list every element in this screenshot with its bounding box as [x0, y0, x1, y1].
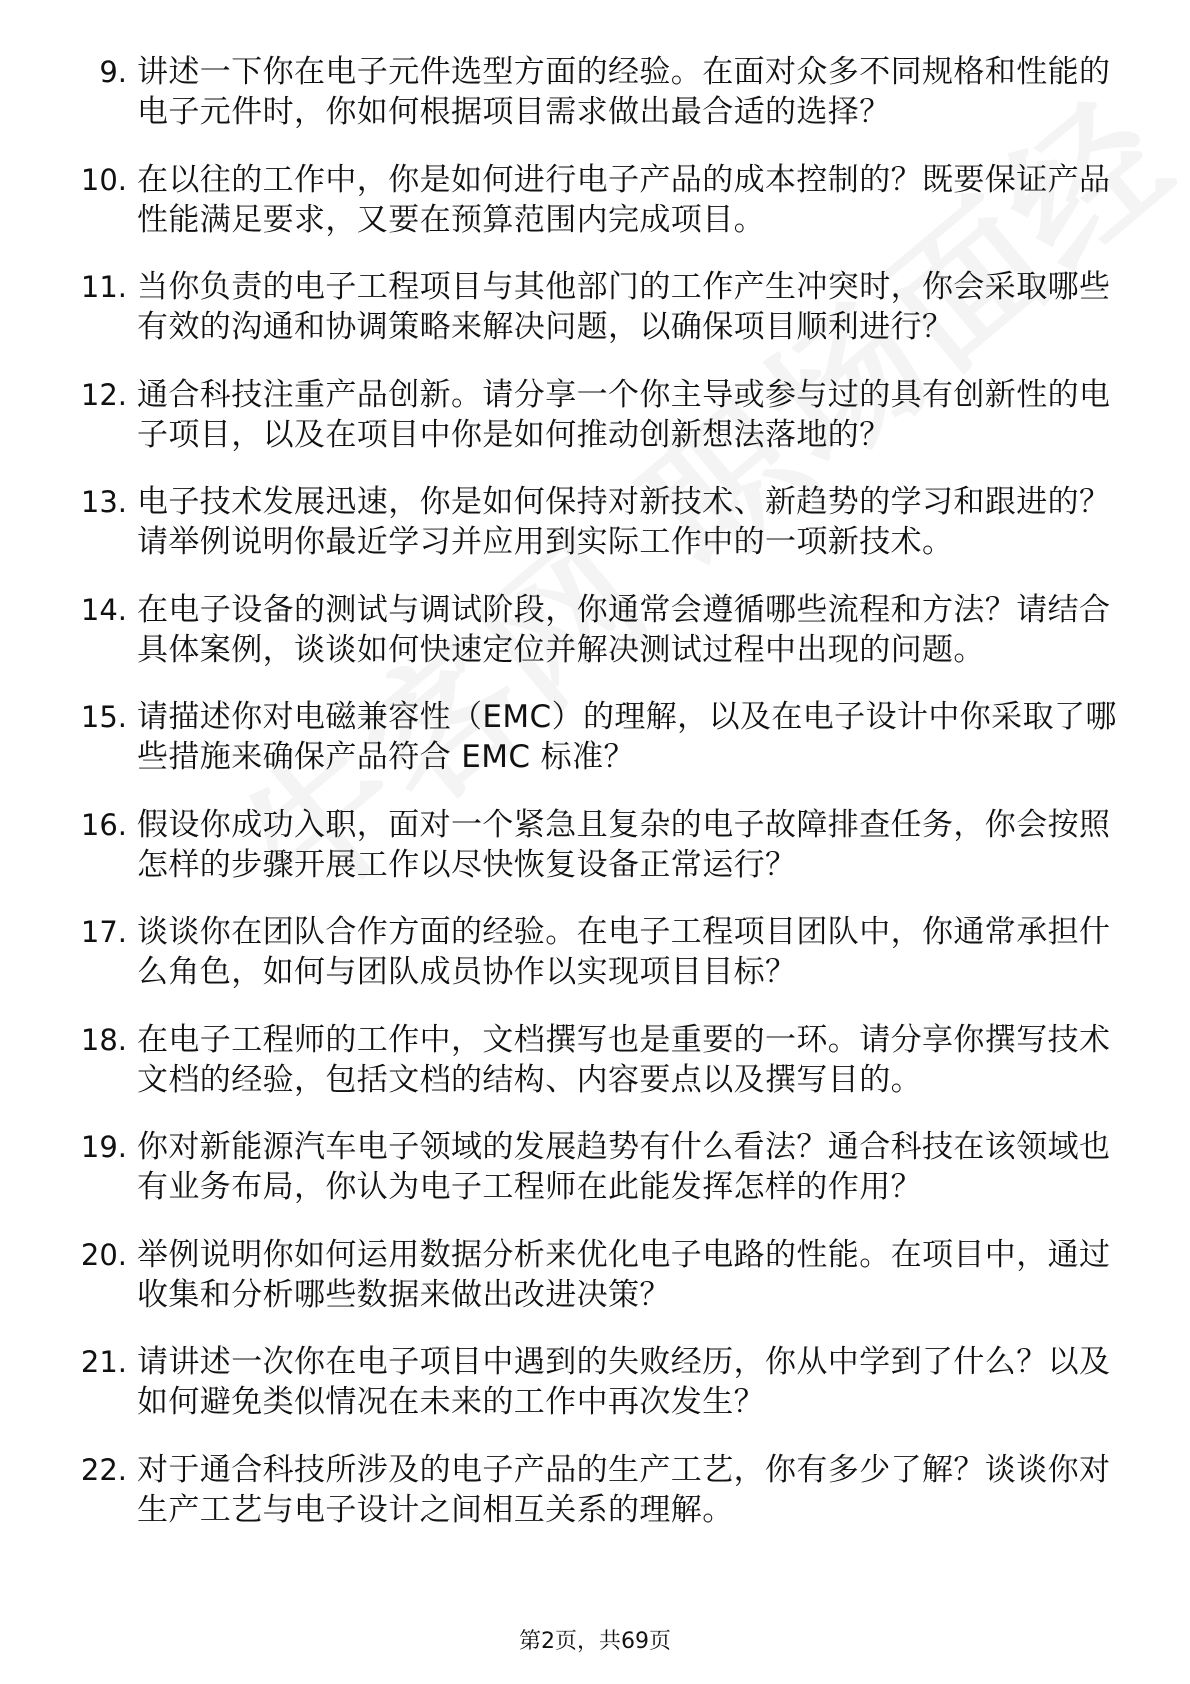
question-number: 13.	[80, 485, 127, 519]
question-text: 在电子工程师的工作中，文档撰写也是重要的一环。请分享你撰写技术文档的经验，包括文档的结构、内容要点以及撰写目的。	[137, 1021, 1111, 1098]
question-text: 电子技术发展迅速，你是如何保持对新技术、新趋势的学习和跟进的？请举例说明你最近学习并应用到实际工作中的一项新技术。	[137, 484, 1111, 560]
question-text: 讲述一下你在电子元件选型方面的经验。在面对众多不同规格和性能的电子元件时，你如何根据项目需求做出最合适的选择？	[137, 54, 1111, 130]
question-item	[62, 1020, 1132, 1100]
question-number: 15.	[80, 700, 127, 734]
question-number: 16.	[80, 807, 127, 842]
question-text: 通合科技注重产品创新。请分享一个你主导或参与过的具有创新性的电子项目，以及在项目中你是如何推动创新想法落地的？	[137, 376, 1111, 453]
question-item	[62, 590, 1132, 670]
question-number: 12.	[80, 377, 127, 412]
question-list	[62, 52, 1132, 1557]
question-number: 14.	[80, 592, 127, 627]
question-number: 18.	[80, 1022, 127, 1057]
question-item	[62, 1127, 1132, 1207]
question-text: 当你负责的电子工程项目与其他部门的工作产生冲突时，你会采取哪些有效的沟通和协调策略来解决问题，以确保项目顺利进行？	[137, 269, 1111, 345]
question-item	[62, 52, 1132, 132]
question-item	[62, 1450, 1132, 1530]
question-text: 假设你成功入职，面对一个紧急且复杂的电子故障排查任务，你会按照怎样的步骤开展工作以尽快恢复设备正常运行？	[137, 806, 1111, 883]
question-item	[62, 267, 1132, 347]
question-number: 9.	[99, 55, 127, 89]
question-item	[62, 160, 1132, 240]
question-text: 在电子设备的测试与调试阶段，你通常会遵循哪些流程和方法？请结合具体案例，谈谈如何快速定位并解决测试过程中出现的问题。	[137, 591, 1111, 668]
question-number: 17.	[80, 915, 127, 949]
question-text: 举例说明你如何运用数据分析来优化电子电路的性能。在项目中，通过收集和分析哪些数据来做出改进决策？	[137, 1236, 1111, 1313]
question-number: 10.	[80, 162, 127, 197]
question-item	[62, 1342, 1132, 1422]
question-text: 你对新能源汽车电子领域的发展趋势有什么看法？通合科技在该领域也有业务布局，你认为电子工程师在此能发挥怎样的作用？	[137, 1129, 1111, 1205]
question-number: 19.	[80, 1130, 127, 1164]
question-text: 请讲述一次你在电子项目中遇到的失败经历，你从中学到了什么？以及如何避免类似情况在未来的工作中再次发生？	[137, 1344, 1111, 1420]
question-number: 20.	[80, 1237, 127, 1272]
page-number: 第2页，共69页	[519, 1629, 671, 1654]
question-item	[62, 805, 1132, 885]
question-item	[62, 375, 1132, 455]
question-text: 请描述你对电磁兼容性（EMC）的理解，以及在电子设计中你采取了哪些措施来确保产品符合 EMC 标准？	[137, 699, 1117, 775]
question-text: 谈谈你在团队合作方面的经验。在电子工程项目团队中，你通常承担什么角色，如何与团队成员协作以实现项目目标？	[137, 914, 1111, 990]
question-number: 22.	[80, 1452, 127, 1487]
question-text: 对于通合科技所涉及的电子产品的生产工艺，你有多少了解？谈谈你对生产工艺与电子设计之间相互关系的理解。	[137, 1451, 1111, 1528]
question-text: 在以往的工作中，你是如何进行电子产品的成本控制的？既要保证产品性能满足要求，又要在预算范围内完成项目。	[137, 161, 1111, 238]
question-number: 21.	[80, 1345, 127, 1379]
question-item	[62, 912, 1132, 992]
question-number: 11.	[80, 270, 127, 304]
question-item	[62, 697, 1132, 777]
question-item	[62, 1235, 1132, 1315]
question-item	[62, 482, 1132, 562]
